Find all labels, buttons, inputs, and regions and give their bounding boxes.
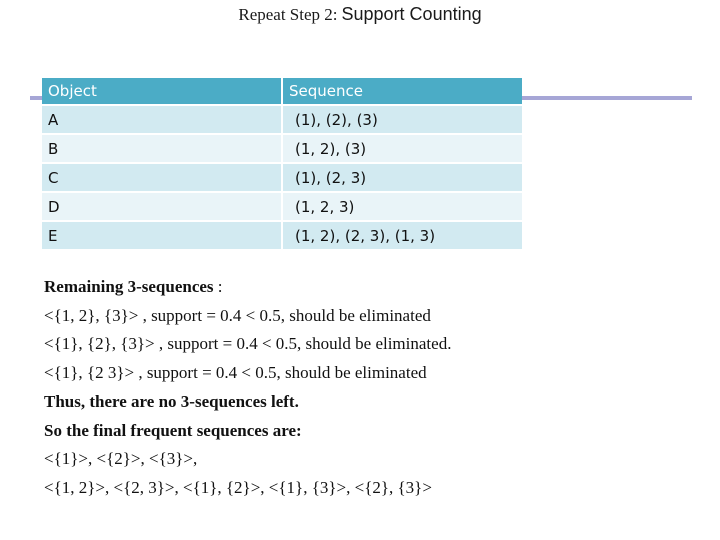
slide-title [0, 4, 720, 25]
sequence-cell: (1, 2), (2, 3), (1, 3) [282, 221, 522, 250]
title-prefix: Repeat Step 2: [238, 5, 338, 24]
object-cell: A [42, 105, 282, 134]
candidate-line: <{1}, {2}, {3}> , support = 0.4 < 0.5, should be eliminated. [44, 334, 452, 354]
sequence-cell: (1), (2), (3) [282, 105, 522, 134]
object-cell: E [42, 221, 282, 250]
final-sequences-line: <{1}>, <{2}>, <{3}>, [44, 449, 198, 469]
title-main: Support Counting [341, 4, 482, 24]
explanation-text [44, 273, 704, 503]
final-sequences-line: <{1, 2}>, <{2, 3}>, <{1}, {2}>, <{1}, {3}>, <{2}, {3}> [44, 477, 432, 497]
conclusion-line: Thus, there are no 3-sequences left. [44, 391, 299, 411]
decorative-line-left [30, 96, 42, 100]
sequence-cell: (1, 2), (3) [282, 134, 522, 163]
sequence-table [42, 78, 522, 251]
object-cell: C [42, 163, 282, 192]
object-cell: D [42, 192, 282, 221]
remaining-label: Remaining 3-sequences [44, 277, 214, 296]
header-object: Object [42, 78, 282, 105]
remaining-suffix: : [213, 277, 223, 296]
remaining-heading [44, 273, 704, 302]
object-cell: B [42, 134, 282, 163]
table-row [42, 192, 522, 221]
candidate-line: <{1}, {2 3}> , support = 0.4 < 0.5, should be eliminated [44, 363, 427, 383]
decorative-line-right [522, 96, 692, 100]
table-row [42, 134, 522, 163]
table-row [42, 163, 522, 192]
final-label: So the final frequent sequences are: [44, 420, 302, 440]
candidate-line: <{1, 2}, {3}> , support = 0.4 < 0.5, should be eliminated [44, 305, 431, 325]
table-header-row [42, 78, 522, 105]
sequence-cell: (1), (2, 3) [282, 163, 522, 192]
sequence-cell: (1, 2, 3) [282, 192, 522, 221]
header-sequence: Sequence [282, 78, 522, 105]
table-row [42, 221, 522, 250]
table-row [42, 105, 522, 134]
